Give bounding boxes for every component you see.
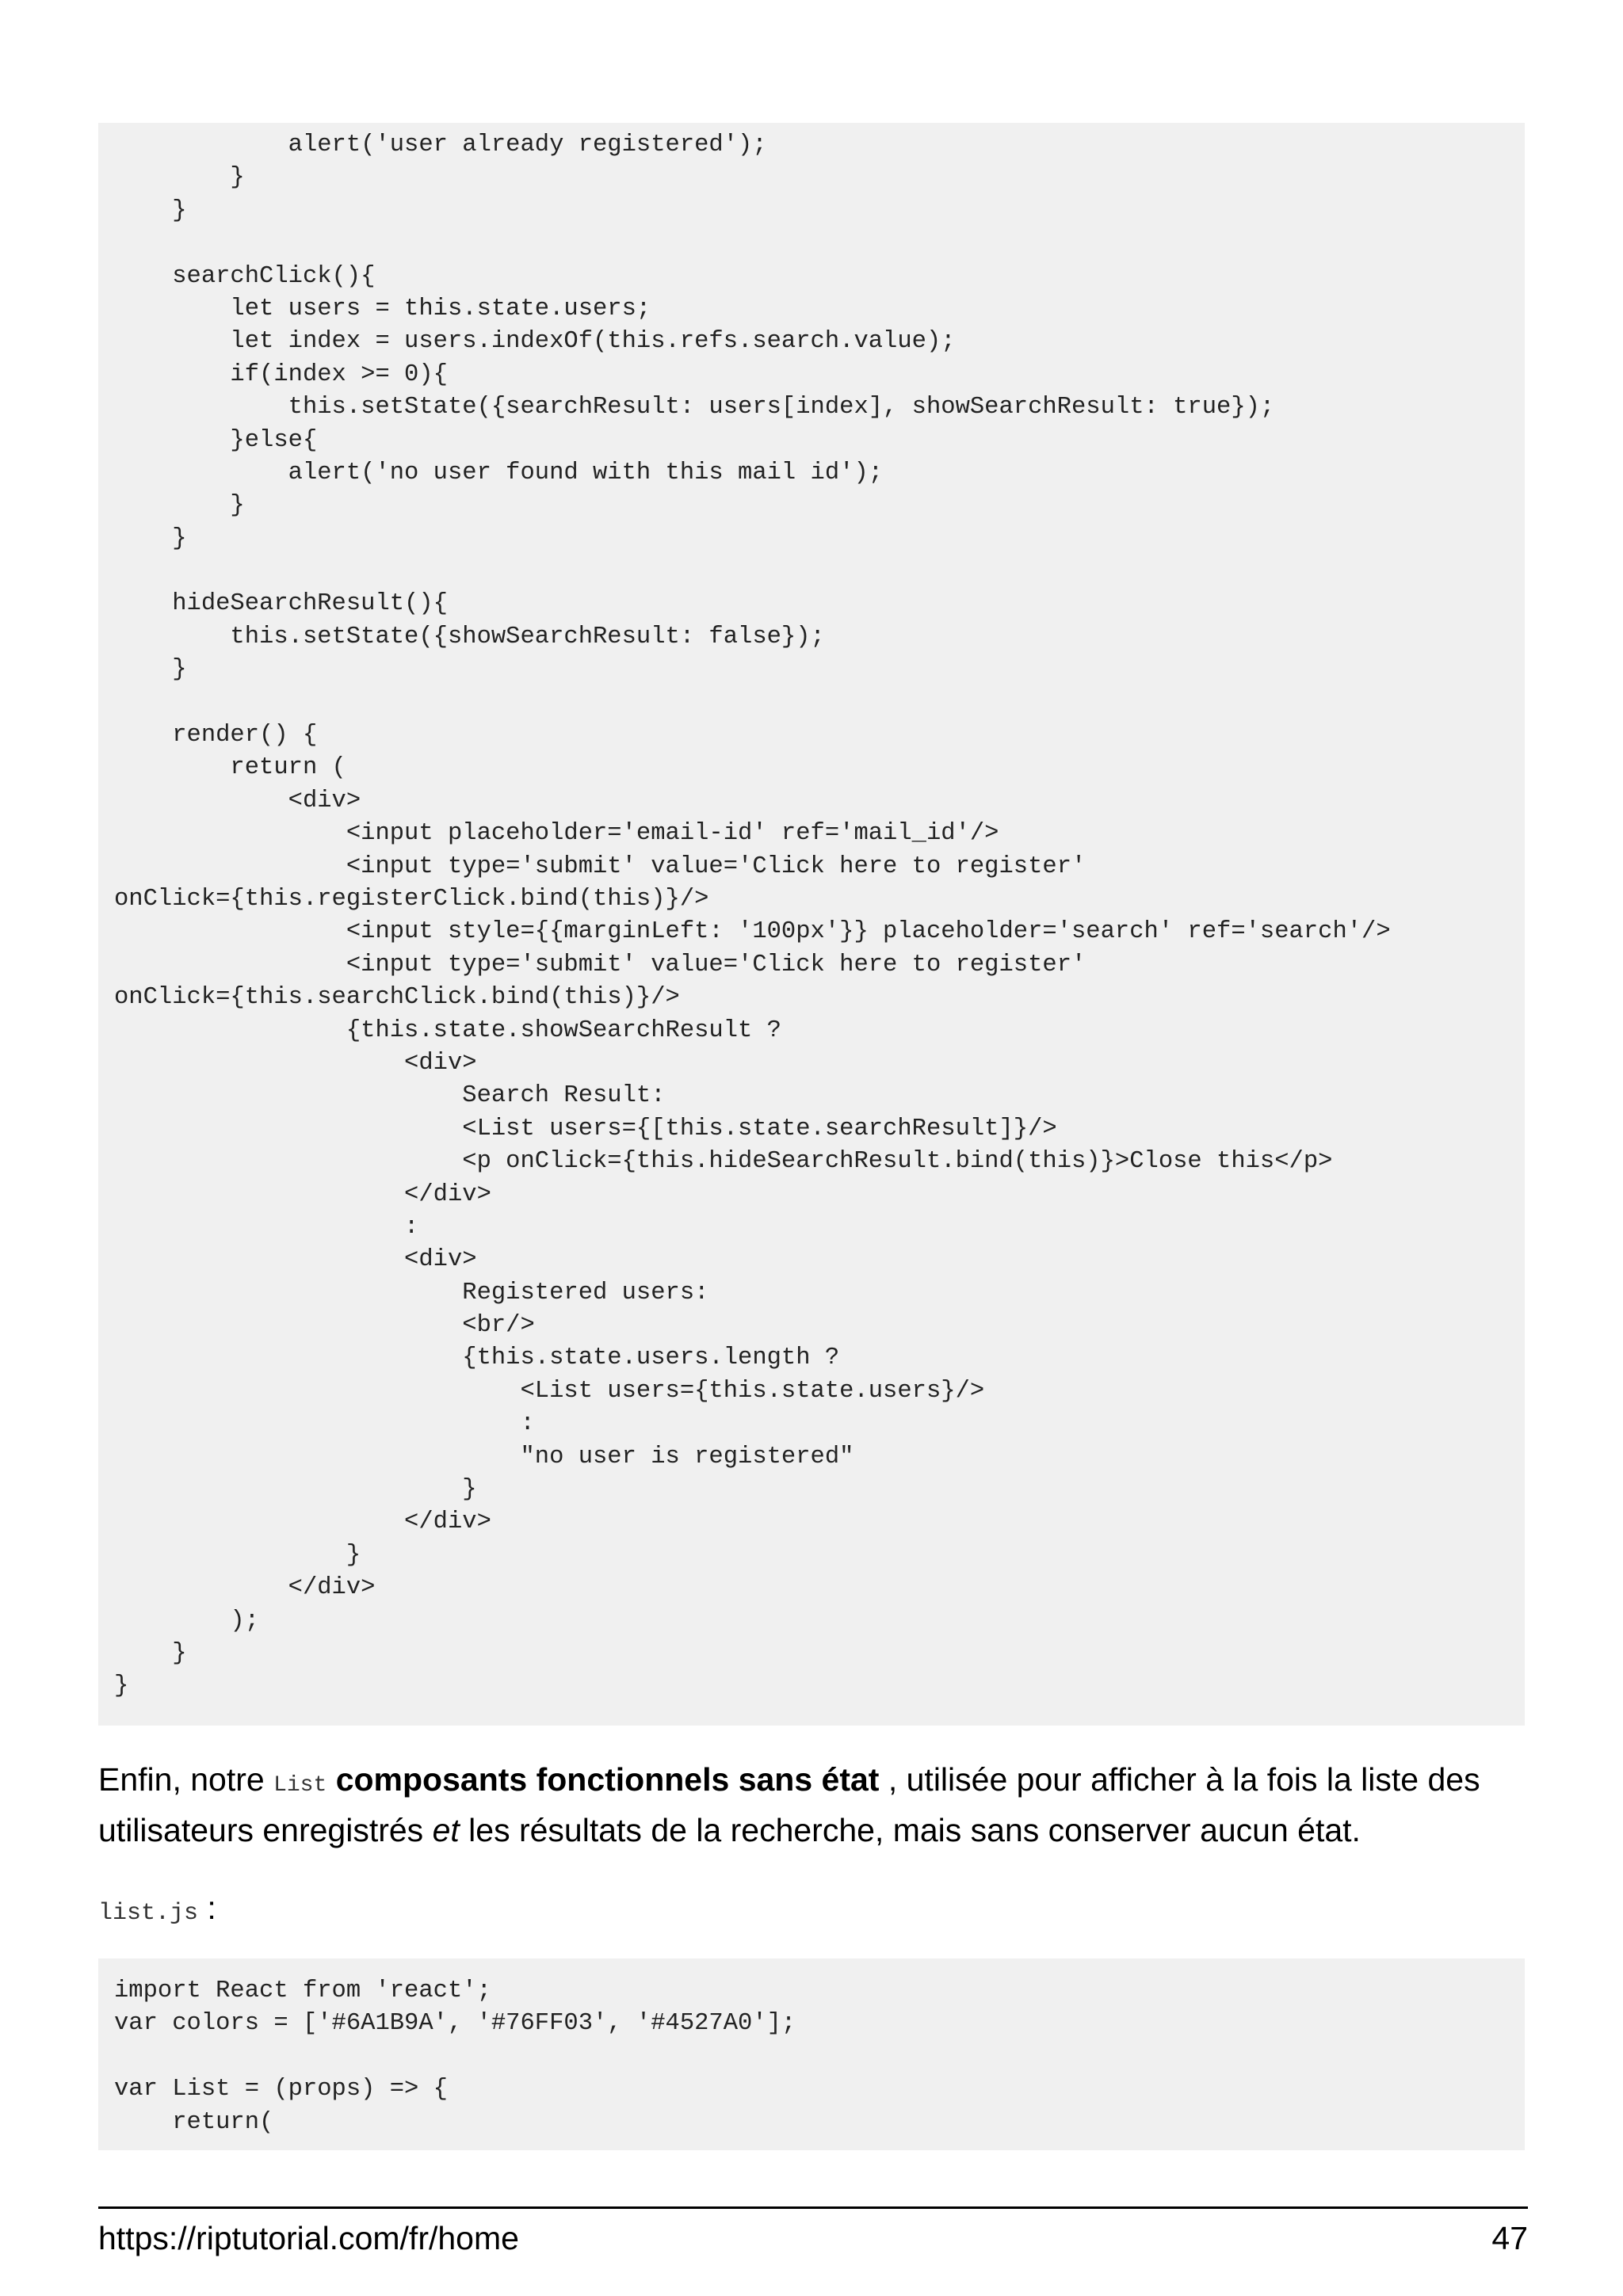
code-line: render() { [114,722,318,749]
code-line: <input type='submit' value='Click here to register' [114,852,1086,880]
code-line: </div> [114,1180,491,1208]
paragraph-text-1: Enfin, notre [98,1761,274,1798]
code-block-component [98,123,1525,1726]
code-line: <div> [114,787,361,814]
code-line: } [114,1476,477,1504]
page-number: 47 [1491,2220,1528,2256]
code-line: "no user is registered" [114,1443,854,1470]
code-line [114,687,1525,719]
code-line: <input type='submit' value='Click here to register' [114,951,1086,978]
code-line [114,227,1525,260]
code-line: } [114,656,187,684]
paragraph-bold-term: composants fonctionnels sans état [335,1761,880,1798]
code-line: } [114,524,187,552]
paragraph-italic-word: et [432,1812,460,1848]
code-line: } [114,1541,361,1569]
code-line: this.setState({searchResult: users[index], showSearchResult: true}); [114,394,1275,421]
file-name: list.js [98,1900,199,1927]
code-line [114,2041,1525,2073]
code-line: if(index >= 0){ [114,360,448,388]
paragraph-text-3: les résultats de la recherche, mais sans conserver aucun état. [459,1812,1361,1848]
code-line: <List users={this.state.users}/> [114,1377,985,1405]
code-line: <input placeholder='email-id' ref='mail_id'/> [114,820,999,848]
code-line: <p onClick={this.hideSearchResult.bind(this)}>Close this</p> [114,1148,1333,1176]
code-line: } [114,1672,129,1700]
code-line: } [114,1639,187,1667]
code-line: searchClick(){ [114,262,376,290]
code-line: <div> [114,1049,477,1077]
code-line: onClick={this.searchClick.bind(this)}/> [114,984,680,1012]
code-line: return( [114,2108,274,2136]
code-line: } [114,492,245,520]
code-line: this.setState({showSearchResult: false}); [114,623,825,650]
code-line: onClick={this.registerClick.bind(this)}/> [114,885,709,913]
paragraph-text-2: , utilisée pour afficher à la fois la liste des utilisateurs enregistrés [98,1761,1480,1848]
code-line: } [114,164,245,192]
code-line: : [114,1213,419,1241]
inline-code-list: List [273,1773,327,1798]
code-line: <div> [114,1246,477,1274]
code-line: </div> [114,1574,376,1602]
code-line: <List users={[this.state.searchResult]}/> [114,1115,1057,1142]
code-line: } [114,196,187,224]
code-line: <input style={{marginLeft: '100px'}} placeholder='search' ref='search'/> [114,918,1391,946]
code-line: Registered users: [114,1279,709,1306]
code-line: {this.state.showSearchResult ? [114,1016,781,1044]
code-line: alert('no user found with this mail id'); [114,459,884,486]
code-line: alert('user already registered'); [114,132,767,158]
code-line: var colors = ['#6A1B9A', '#76FF03', '#4527A0']; [114,2010,796,2038]
code-line: var List = (props) => { [114,2076,448,2103]
code-line: return ( [114,754,346,782]
code-line [114,555,1525,588]
code-line: Search Result: [114,1082,666,1110]
code-block-list-js [98,1958,1525,2150]
footer-url: https://riptutorial.com/fr/home [98,2220,519,2256]
file-label-suffix: : [198,1890,216,1926]
code-line: <br/> [114,1312,535,1340]
code-line: let users = this.state.users; [114,295,651,322]
file-label [98,1886,216,1936]
code-line: </div> [114,1508,491,1536]
code-line: : [114,1410,535,1438]
code-line: let index = users.indexOf(this.refs.search.value); [114,328,956,356]
description-paragraph [98,1757,1533,1852]
code-line: ); [114,1607,260,1634]
footer-divider [98,2206,1528,2209]
code-line: hideSearchResult(){ [114,590,448,618]
code-line: }else{ [114,426,318,454]
code-line: import React from 'react'; [114,1978,491,2004]
code-line: {this.state.users.length ? [114,1344,840,1372]
